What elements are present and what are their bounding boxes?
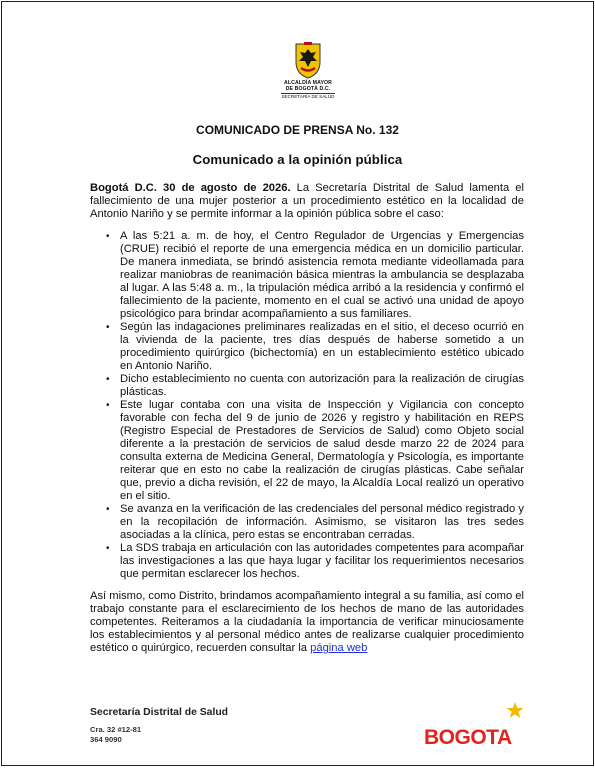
intro-paragraph: [90, 182, 524, 221]
closing-paragraph: [90, 590, 524, 655]
alcaldia-crest-logo: [282, 42, 334, 100]
crest-line-1: ALCALDÍA MAYOR: [284, 80, 332, 86]
list-item: • Según las indagaciones preliminares realizadas en el sitio, el deceso ocurrió en la vivienda de la paciente, tres días después de haberse sometido a un procedimiento quirúrgico (bichectomía) en un establecimiento estético ubicado en Antonio Nariño.: [120, 321, 524, 373]
bogota-brand-logo: [422, 692, 532, 752]
footer-phone: 364 9090: [90, 735, 122, 744]
list-item: • Este lugar contaba con una visita de Inspección y Vigilancia con concepto favorable con fecha del 9 de junio de 2026 y registro y habilitación en REPS (Registro Especial de Prestadores de Servicios de Salud) como Objeto social diferente a la prestación de servicios de salud desde marzo 22 de 2024 para consulta externa de Medicina General, Dermatología y Psicología, es importante reiterar que en esto no cabe la realización de cirugías plásticas. Cabe señalar que, previo a dicha revisión, el 22 de mayo, la Alcaldía Local realizó un operativo en el sitio.: [120, 399, 524, 503]
crest-line-3: SECRETARÍA DE SALUD: [281, 94, 335, 99]
facts-list: [90, 230, 524, 581]
dateline: Bogotá D.C. 30 de agosto de 2026.: [90, 182, 291, 194]
footer-org-name: Secretaría Distrital de Salud: [90, 707, 229, 718]
document-body: [90, 182, 524, 655]
document-page: [1, 1, 594, 766]
bogota-logo-text: BOGOTA: [424, 726, 512, 749]
intro-text: La Secretaría Distrital de Salud lamenta el fallecimiento de una mujer posterior a un procedimiento estético en la localidad de Antonio Nariño y se permite informar a la opinión pública sobre el caso:: [90, 182, 525, 220]
list-item: • La SDS trabaja en articulación con las autoridades competentes para acompañar las investigaciones a las que haya lugar y facilitar los requerimientos necesarios que permitan esclarecer los hechos.: [120, 542, 524, 581]
closing-text: Así mismo, como Distrito, brindamos acompañamiento integral a su familia, así como el trabajo constante para el esclarecimiento de los hechos de mano de las autoridades competentes. Reiteramos a la ciudadanía la importancia de verificar minuciosamente los establecimientos y al personal médico antes de realizarse cualquier procedimiento estético o quirúrgico, recuerden consultar la: [90, 590, 524, 654]
list-item: • Se avanza en la verificación de las credenciales del personal médico registrado y en la recopilación de información. Asimismo, se visitaron las tres sedes asociadas a la clínica, pero estas se encontraban cerradas.: [120, 503, 524, 542]
crest-line-2: DE BOGOTÁ D.C.: [285, 86, 331, 92]
footer-contact: [90, 707, 228, 745]
press-release-subject: Comunicado a la opinión pública: [192, 152, 403, 167]
footer-address: Cra. 32 #12-81: [90, 725, 142, 734]
list-item: • A las 5:21 a. m. de hoy, el Centro Regulador de Urgencias y Emergencias (CRUE) recibió el reporte de una emergencia médica en un domicilio particular. De manera inmediata, se brindó asistencia remota mediante videollamada para realizar maniobras de reanimación básica mientras la ambulancia se desplazaba al lugar. A las 5:48 a. m., la tripulación médica arribó a la residencia y confirmó el fallecimiento de la paciente, momento en el cual se activó una unidad de apoyo psicológico para brindar acompañamiento a sus familiares.: [120, 230, 524, 321]
website-link[interactable]: página web: [310, 642, 368, 654]
coat-of-arms-icon: [293, 42, 323, 80]
list-item: • Dicho establecimiento no cuenta con autorización para la realización de cirugías plásticas.: [120, 373, 524, 399]
press-release-number: COMUNICADO DE PRENSA No. 132: [196, 123, 399, 137]
star-icon: [507, 702, 524, 718]
